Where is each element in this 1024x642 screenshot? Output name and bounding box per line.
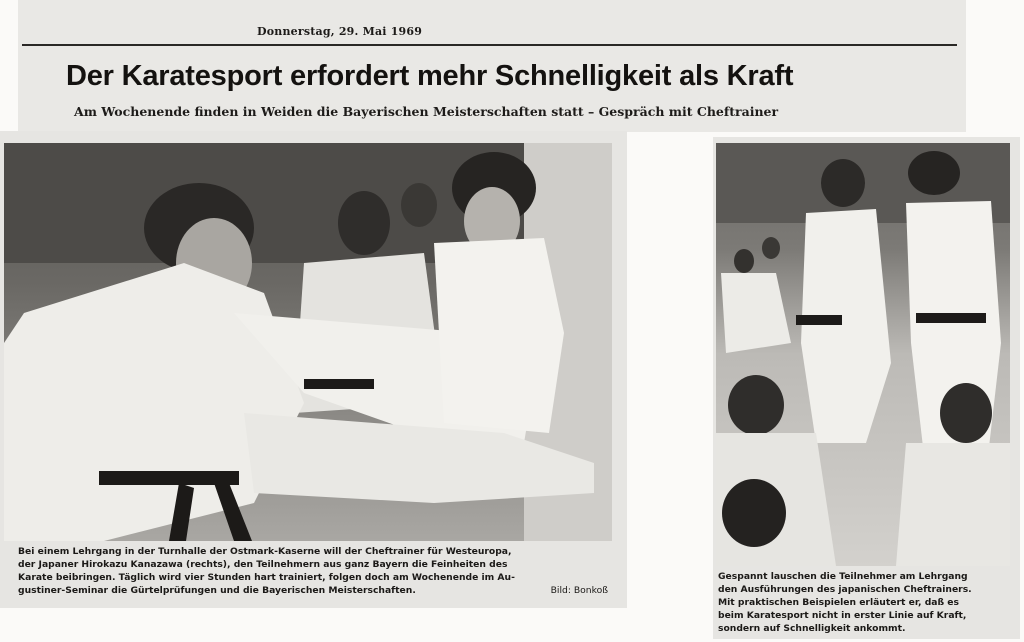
caption-line: sondern auf Schnelligkeit ankommt. (718, 623, 906, 634)
subheadline: Am Wochenende finden in Weiden die Bayerischen Meisterschaften statt – Gespräch mit Cheftrainer (74, 104, 779, 119)
headline: Der Karatesport erfordert mehr Schnelligkeit als Kraft (66, 60, 794, 92)
photo-credit: Bild: Bonkoß (550, 585, 608, 596)
caption-line: der Japaner Hirokazu Kanazawa (rechts), den Teilnehmern aus ganz Bayern die Feinheiten des (18, 559, 508, 570)
caption-line: Karate beibringen. Täglich wird vier Stunden hart trainiert, folgen doch am Wochenende im Au- (18, 572, 515, 583)
caption-line: beim Karatesport nicht in erster Linie auf Kraft, (718, 610, 967, 621)
header-rule (22, 44, 957, 46)
caption-line: Gespannt lauschen die Teilnehmer am Lehrgang (718, 571, 968, 582)
caption-line: Bei einem Lehrgang in der Turnhalle der Ostmark-Kaserne will der Cheftrainer für Westeuropa, (18, 546, 512, 557)
caption-line: den Ausführungen des japanischen Cheftrainers. (718, 584, 972, 595)
trainees-listening-photo (716, 143, 1010, 566)
karate-training-photo (4, 143, 612, 541)
caption-line: Mit praktischen Beispielen erläutert er, daß es (718, 597, 959, 608)
dateline: Donnerstag, 29. Mai 1969 (257, 25, 423, 38)
left-photo-caption (18, 545, 616, 597)
right-photo-caption (718, 570, 1014, 635)
caption-line: gustiner-Seminar die Gürtelprüfungen und die Bayerischen Meisterschaften. (18, 585, 416, 596)
